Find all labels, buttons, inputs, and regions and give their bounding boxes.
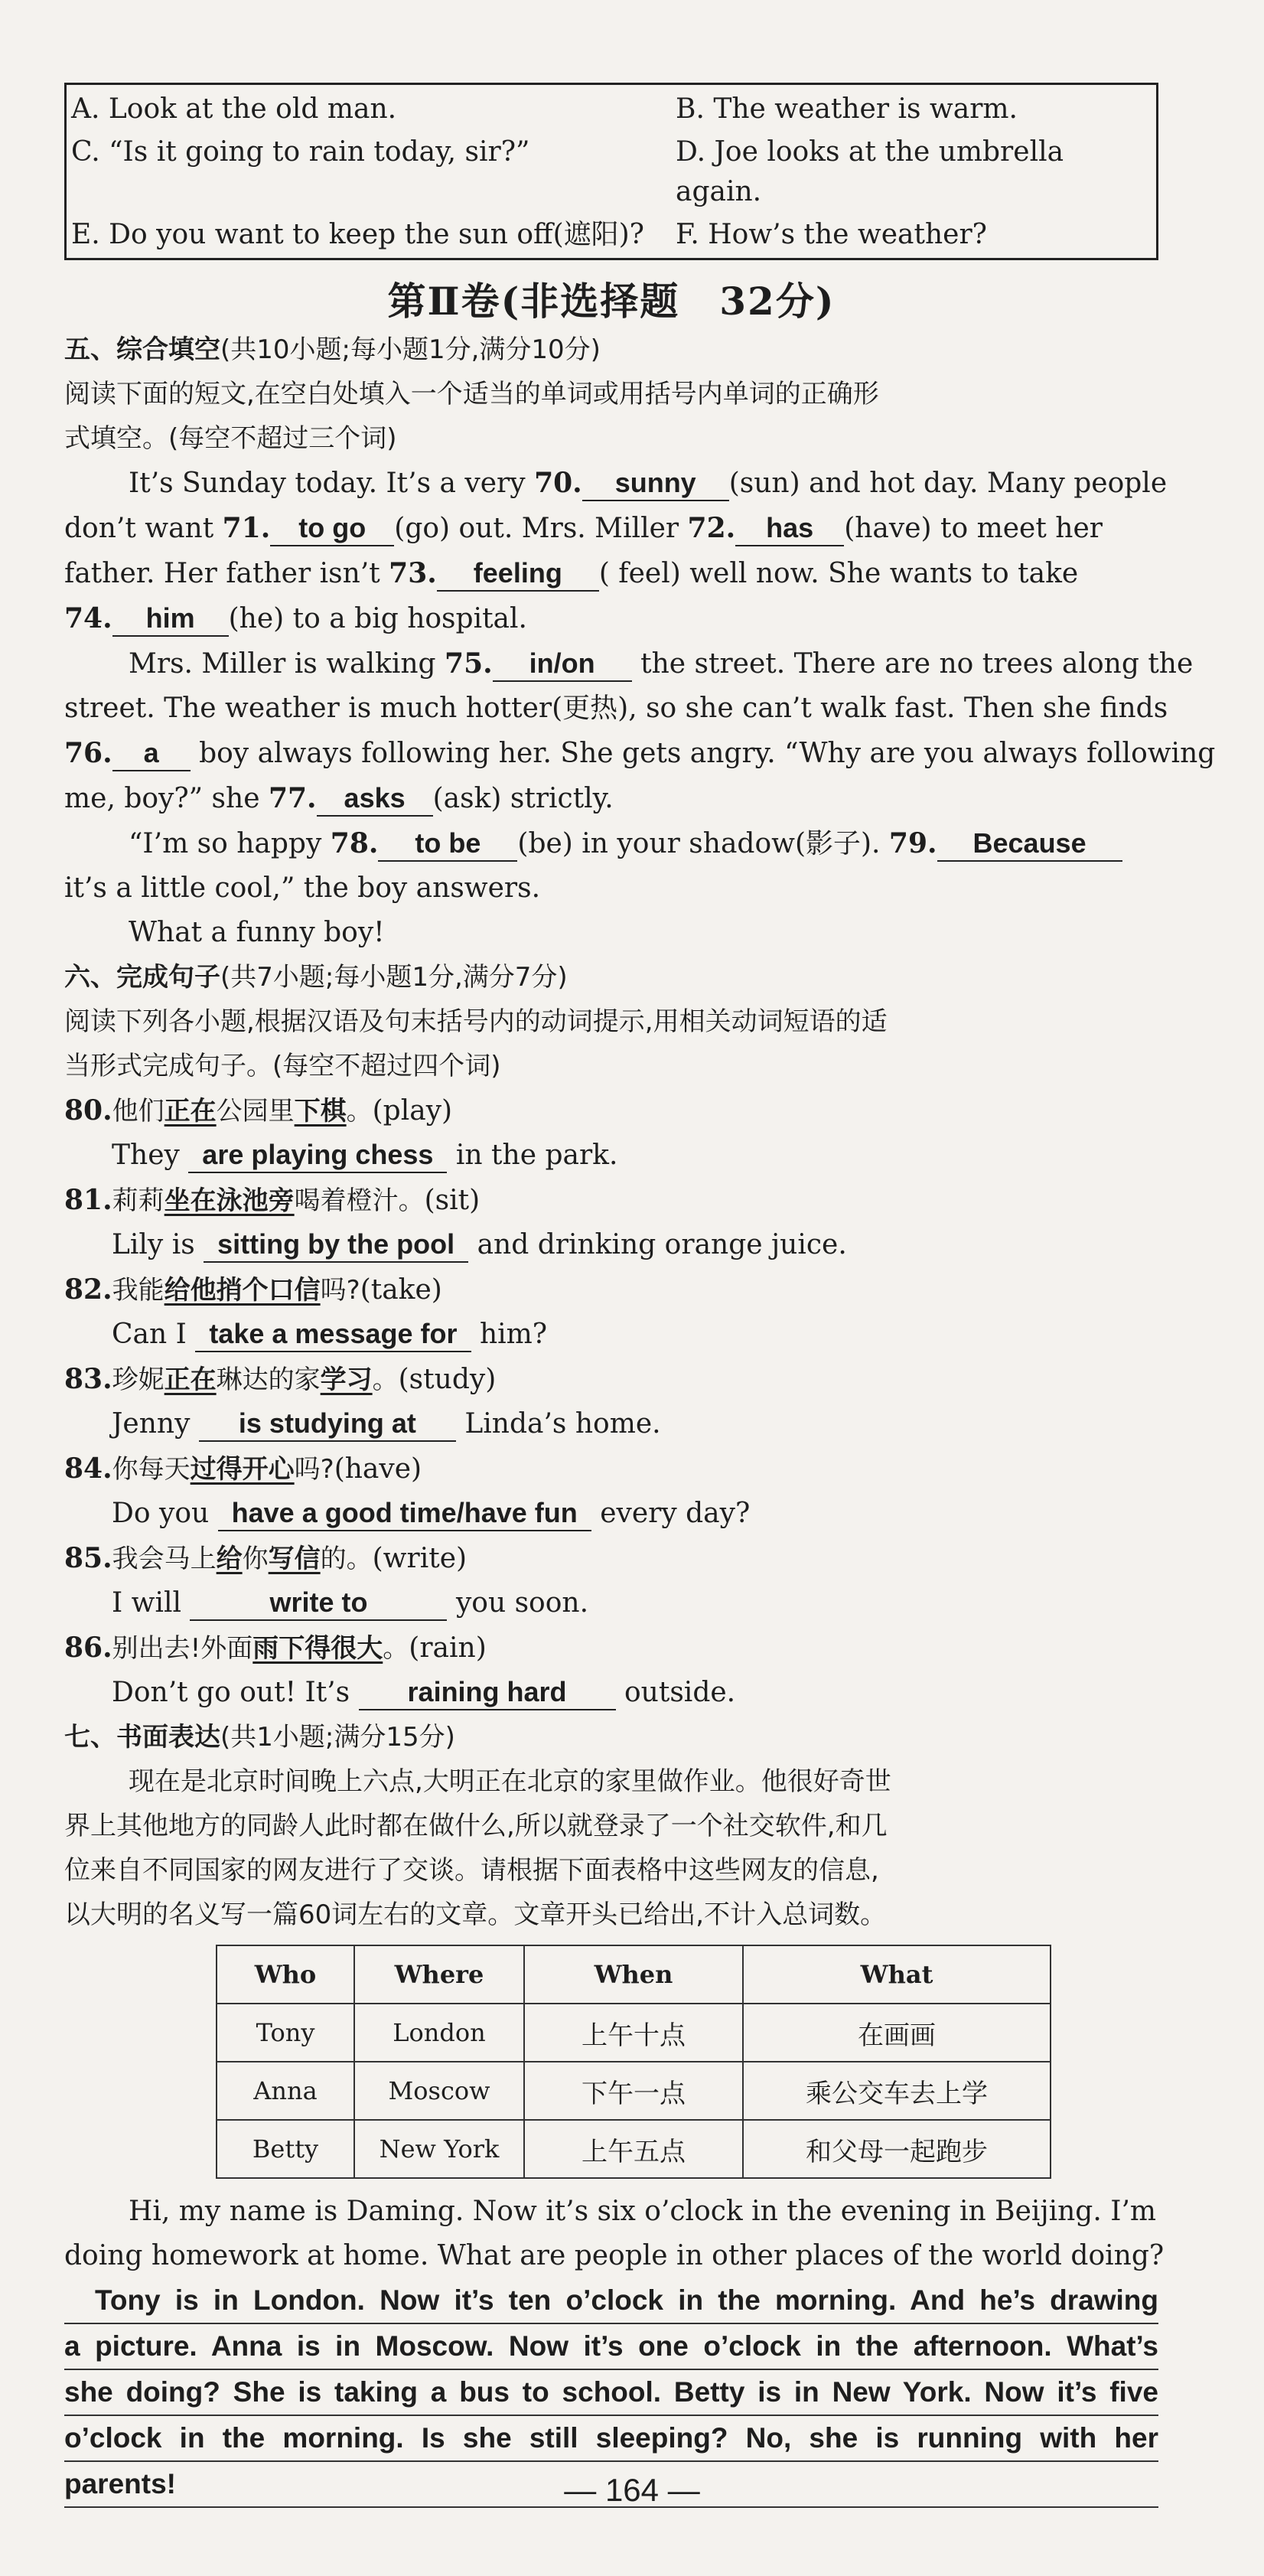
passage-line: “I’m so happy 78. to be (be) in your shadow(影子). 79. Because: [64, 821, 1158, 866]
sentence-list: [64, 1088, 1158, 1715]
table-cell: 乘公交车去上学: [743, 2062, 1051, 2120]
sentence-answer-line: They are playing chess in the park.: [64, 1133, 1158, 1178]
table-header: What: [743, 1945, 1051, 2004]
answer-70: sunny: [582, 466, 729, 501]
table-cell: Tony: [217, 2004, 354, 2062]
passage-line: street. The weather is much hotter(更热), so she can’t walk fast. Then she finds: [64, 693, 1168, 724]
answer-84: have a good time/have fun: [218, 1496, 591, 1531]
answer-82: take a message for: [195, 1317, 471, 1352]
section-6-instruction-2: 当形式完成句子。(每空不超过四个词): [64, 1051, 501, 1081]
answer-77: asks: [317, 781, 433, 817]
option-f: F. How’s the weather?: [676, 219, 987, 250]
passage-line: What a funny boy!: [129, 917, 385, 948]
worksheet-page: [64, 83, 1216, 2508]
essay-answer-line: she doing? She is taking a bus to school. Betty is in New York. Now it’s five: [64, 2370, 1158, 2416]
sentence-answer-line: I will write to you soon.: [64, 1581, 1158, 1625]
answer-79: Because: [937, 827, 1122, 862]
section-5-instruction: 阅读下面的短文,在空白处填入一个适当的单词或用括号内单词的正确形: [64, 379, 879, 409]
option-a: A. Look at the old man.: [71, 93, 397, 125]
answer-83: is studying at: [199, 1407, 456, 1442]
table-cell: London: [354, 2004, 524, 2062]
answer-72: has: [735, 511, 844, 546]
passage-line: 74. him (he) to a big hospital.: [64, 596, 1158, 641]
table-cell: 和父母一起跑步: [743, 2120, 1051, 2178]
passage-line: 76. a boy always following her. She gets angry. “Why are you always following: [64, 731, 1158, 776]
answer-76: a: [112, 736, 191, 771]
task-description: 以大明的名义写一篇60词左右的文章。文章开头已给出,不计入总词数。: [64, 1899, 887, 1930]
section-5-heading: 五、综合填空(共10小题;每小题1分,满分10分): [64, 334, 601, 365]
sentence-answer-line: Do you have a good time/have fun every day?: [64, 1492, 1158, 1536]
sentence-prompt: 86.别出去!外面雨下得很大。(rain): [64, 1632, 487, 1664]
part-title: 第Ⅱ卷(非选择题 32分): [387, 279, 836, 324]
answer-81: sitting by the pool: [204, 1228, 468, 1263]
passage-line: It’s Sunday today. It’s a very 70. sunny (sun) and hot day. Many people: [64, 461, 1158, 506]
sentence-prompt: 80.他们正在公园里下棋。(play): [64, 1094, 453, 1127]
essay-answer-line: o’clock in the morning. Is she still sleeping? No, she is running with her: [64, 2416, 1158, 2462]
sentence-prompt: 85.我会马上给你写信的。(write): [64, 1542, 467, 1574]
essay-intro: Hi, my name is Daming. Now it’s six o’clock in the evening in Beijing. I’m: [129, 2196, 1157, 2227]
option-c: C. “Is it going to rain today, sir?”: [71, 136, 530, 168]
penpal-table: [216, 1945, 1051, 2179]
table-cell: Anna: [217, 2062, 354, 2120]
task-description: 界上其他地方的同龄人此时都在做什么,所以就登录了一个社交软件,和几: [64, 1811, 888, 1841]
table-cell: 上午十点: [524, 2004, 743, 2062]
sentence-prompt: 82.我能给他捎个口信吗?(take): [64, 1273, 442, 1306]
passage-line: it’s a little cool,” the boy answers.: [64, 872, 541, 904]
essay-answer-line: a picture. Anna is in Moscow. Now it’s one o’clock in the afternoon. What’s: [64, 2324, 1158, 2370]
option-b: B. The weather is warm.: [676, 93, 1018, 125]
table-row: [217, 2120, 1051, 2178]
table-header: Where: [354, 1945, 524, 2004]
answer-78: to be: [378, 827, 517, 862]
answer-80: are playing chess: [188, 1138, 447, 1173]
table-cell: 在画画: [743, 2004, 1051, 2062]
table-row: [217, 2062, 1051, 2120]
option-d: D. Joe looks at the umbrella again.: [676, 136, 1064, 207]
task-description: 位来自不同国家的网友进行了交谈。请根据下面表格中这些网友的信息,: [64, 1855, 879, 1886]
task-description: 现在是北京时间晚上六点,大明正在北京的家里做作业。他很好奇世: [129, 1766, 891, 1797]
sentence-answer-line: Can I take a message for him?: [64, 1312, 1158, 1357]
essay-answer-line: parents!: [64, 2462, 1158, 2508]
answer-71: to go: [270, 511, 394, 546]
table-cell: New York: [354, 2120, 524, 2178]
section-7-heading: 七、书面表达(共1小题;满分15分): [64, 1722, 455, 1753]
sentence-answer-line: Jenny is studying at Linda’s home.: [64, 1402, 1158, 1446]
passage-line: Mrs. Miller is walking 75. in/on the street. There are no trees along the: [64, 641, 1158, 686]
page-number: — 164 —: [564, 2472, 700, 2508]
sentence-answer-line: Don’t go out! It’s raining hard outside.: [64, 1671, 1158, 1715]
answer-75: in/on: [493, 647, 632, 682]
passage-line: me, boy?” she 77. asks (ask) strictly.: [64, 776, 1158, 821]
section-6-heading: 六、完成句子(共7小题;每小题1分,满分7分): [64, 962, 568, 993]
passage-line: don’t want 71. to go (go) out. Mrs. Miller 72. has (have) to meet her: [64, 506, 1158, 551]
section-6-instruction: 阅读下列各小题,根据汉语及句末括号内的动词提示,用相关动词短语的适: [64, 1006, 888, 1037]
answer-73: feeling: [437, 556, 599, 592]
answer-85: write to: [190, 1586, 447, 1621]
sentence-prompt: 83.珍妮正在琳达的家学习。(study): [64, 1363, 497, 1395]
sentence-prompt: 84.你每天过得开心吗?(have): [64, 1453, 422, 1485]
table-row: [217, 2004, 1051, 2062]
table-header-row: [217, 1945, 1051, 2004]
essay-answer-line: Tony is in London. Now it’s ten o’clock in the morning. And he’s drawing: [64, 2278, 1158, 2324]
table-header: When: [524, 1945, 743, 2004]
table-cell: 上午五点: [524, 2120, 743, 2178]
section-5-instruction-2: 式填空。(每空不超过三个词): [64, 423, 397, 454]
answer-74: him: [112, 602, 229, 637]
options-box: [64, 83, 1158, 260]
option-e: E. Do you want to keep the sun off(遮阳)?: [71, 219, 644, 250]
table-header: Who: [217, 1945, 354, 2004]
passage-line: father. Her father isn’t 73. feeling ( feel) well now. She wants to take: [64, 551, 1158, 596]
essay-intro: doing homework at home. What are people in other places of the world doing?: [64, 2240, 1165, 2271]
table-cell: Betty: [217, 2120, 354, 2178]
sentence-prompt: 81.莉莉坐在泳池旁喝着橙汁。(sit): [64, 1184, 481, 1216]
table-cell: 下午一点: [524, 2062, 743, 2120]
answer-86: raining hard: [359, 1675, 616, 1710]
table-cell: Moscow: [354, 2062, 524, 2120]
sentence-answer-line: Lily is sitting by the pool and drinking orange juice.: [64, 1223, 1158, 1267]
